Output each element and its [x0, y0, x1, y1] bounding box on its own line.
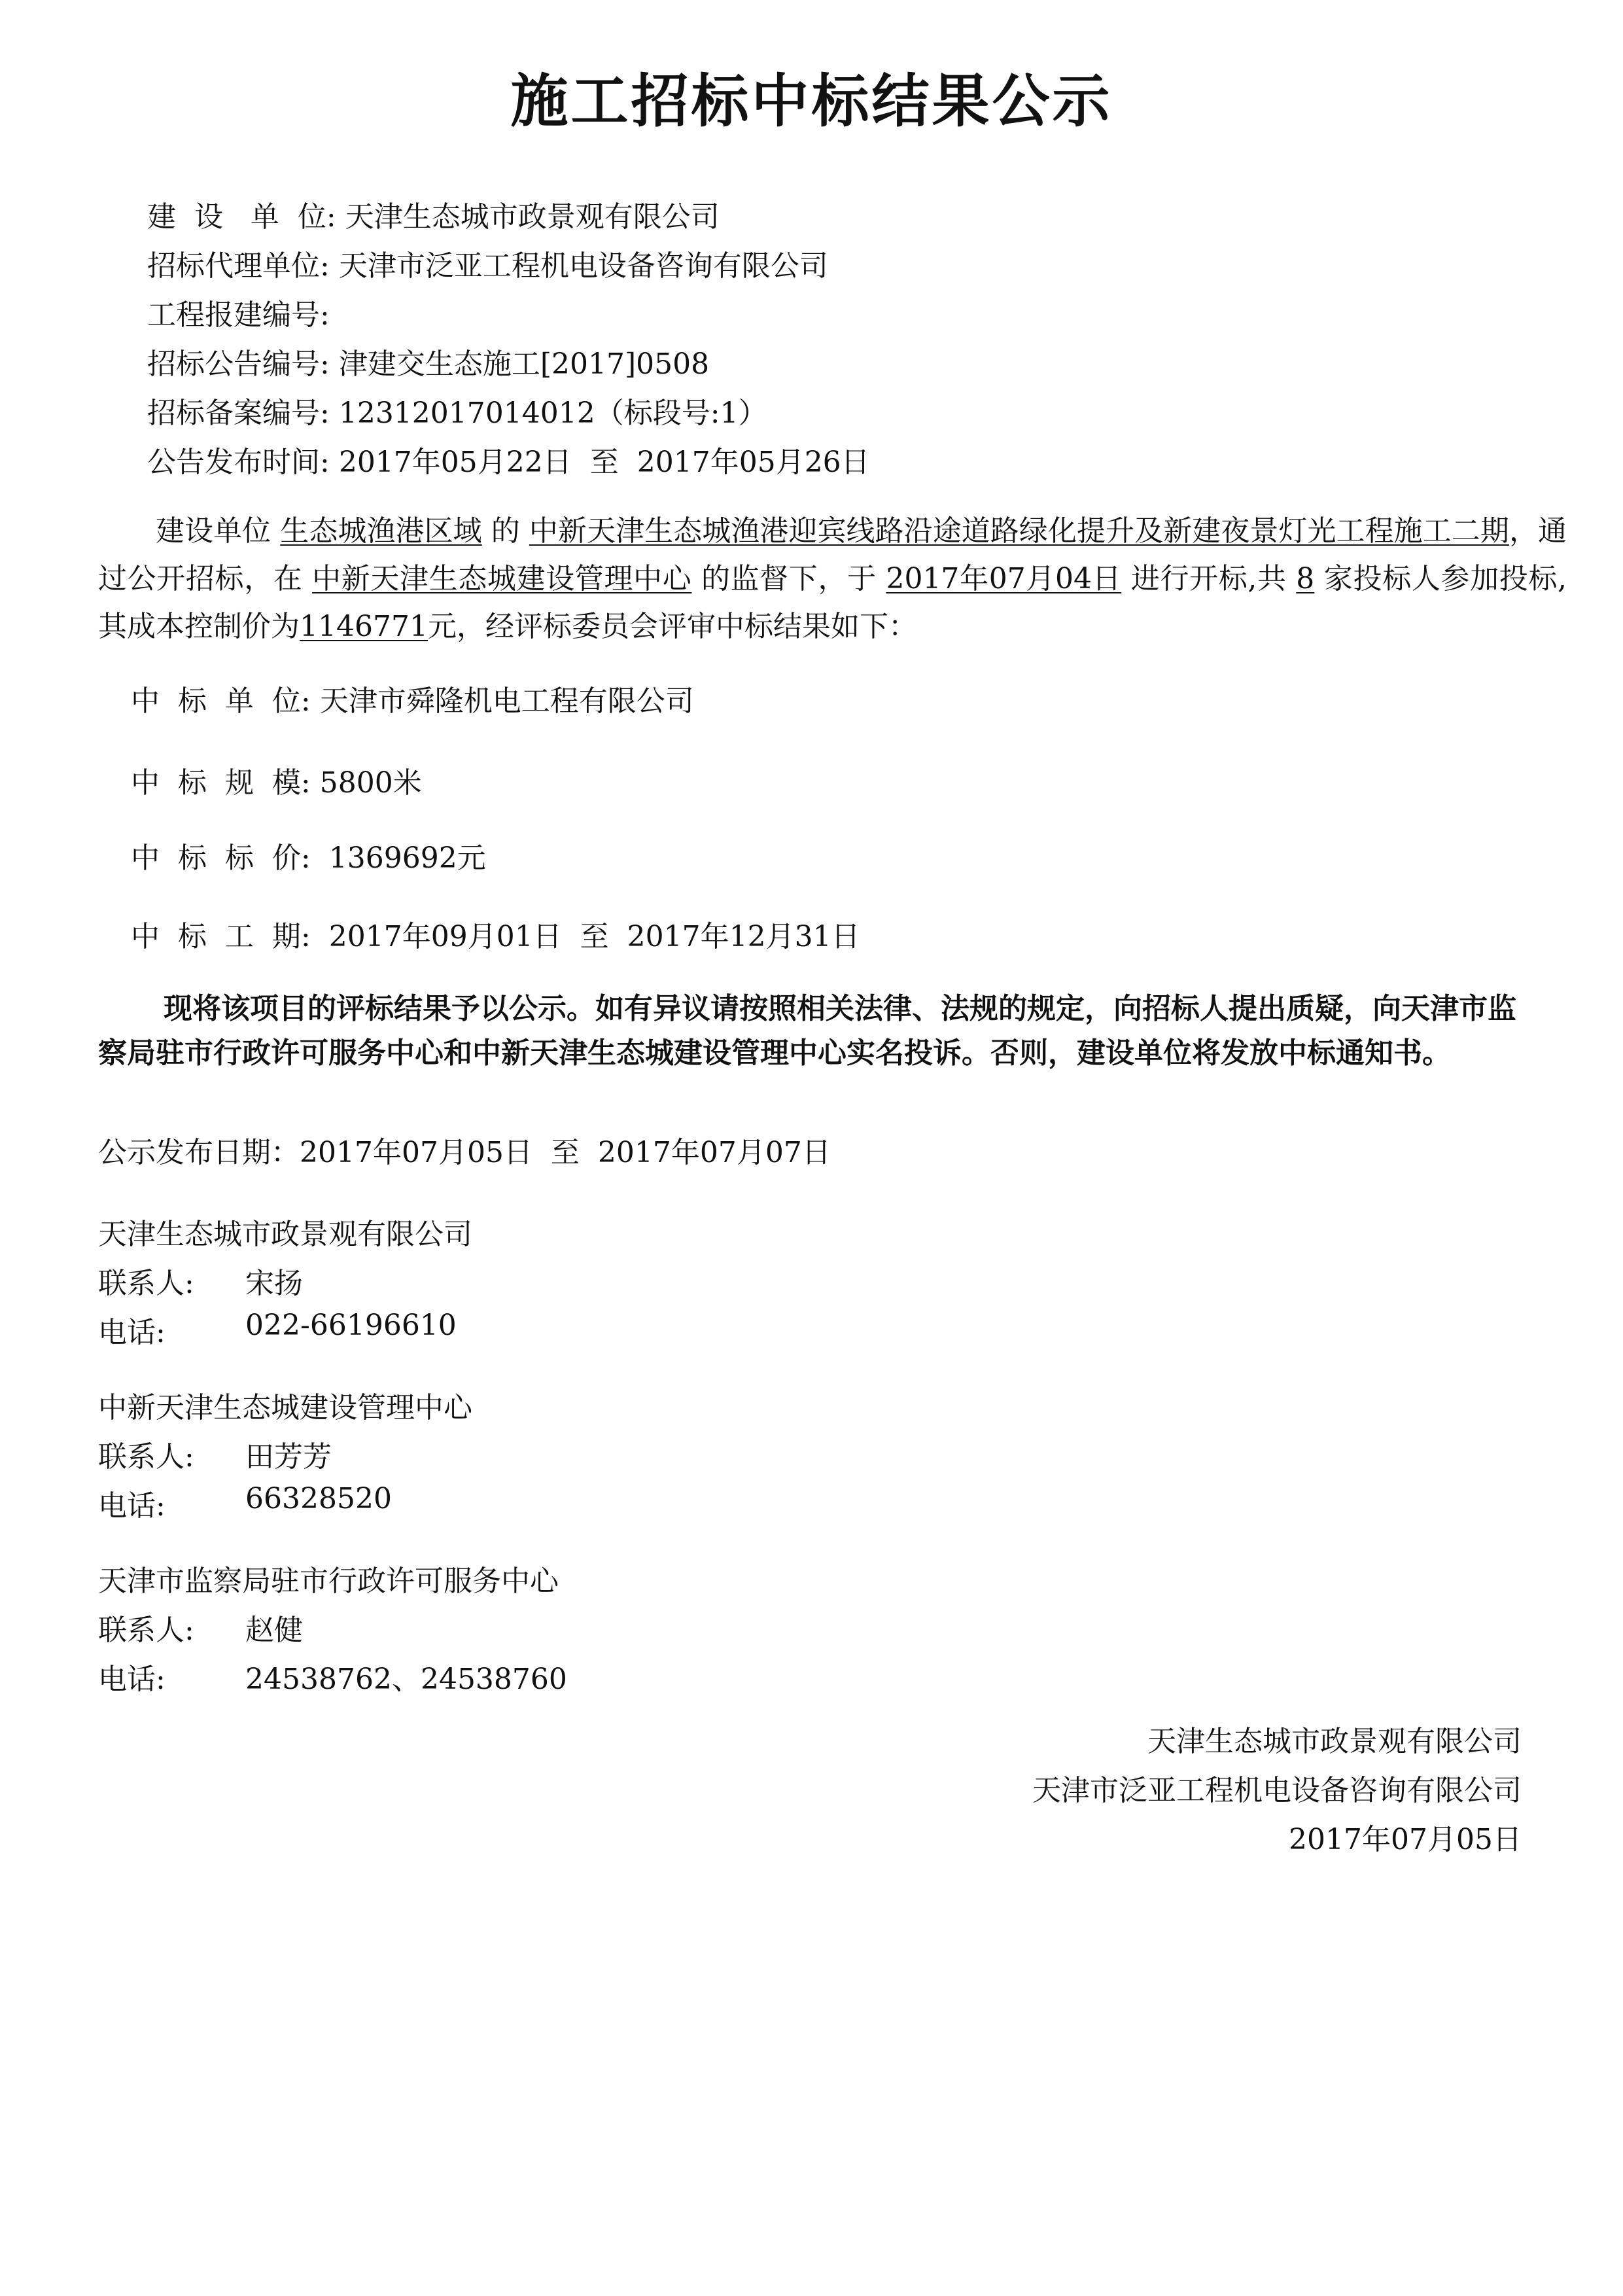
contact-phone-line-1: [98, 1309, 457, 1351]
objection-notice: 现将该项目的评标结果予以公示。如有异议请按照相关法律、法规的规定，向招标人提出质疑，向天津市监察局驻市行政许可服务中心和中新天津生态城建设管理中心实名投诉。否则，建设单位将发放中标通知书。: [98, 992, 1516, 1070]
notice-no-line: [147, 340, 709, 382]
contact-phone-label: 电话:: [98, 1316, 166, 1349]
publish-time-line: [147, 438, 870, 480]
contact-person-label: 联系人:: [98, 1614, 194, 1647]
agent-line: [147, 242, 828, 284]
signature-org-2: 天津市泛亚工程机电设备咨询有限公司: [1032, 1774, 1522, 1807]
intro-open-date: 2017年07月04日: [886, 562, 1122, 595]
contact-phone-value: 022-66196610: [245, 1309, 457, 1342]
price-value: 1369692元: [319, 841, 486, 875]
project-no-line: [147, 291, 330, 333]
builder-value: 天津生态城市政景观有限公司: [345, 200, 720, 234]
contact-person-line-1: [98, 1260, 303, 1301]
intro-text-1: 建设单位: [156, 514, 281, 548]
intro-supervisor: 中新天津生态城建设管理中心: [312, 562, 692, 595]
publish-time-value: 2017年05月22日 至 2017年05月26日: [338, 446, 870, 479]
record-no-label: 招标备案编号:: [147, 397, 330, 430]
publicity-date: 公示发布日期：2017年07月05日 至 2017年07月07日: [98, 1136, 831, 1169]
contact-phone-line-3: [98, 1655, 567, 1697]
contact-person-value: 田芳芳: [245, 1440, 332, 1474]
contact-phone-line-2: [98, 1482, 392, 1524]
contact-org-3: 天津市监察局驻市行政许可服务中心: [98, 1564, 559, 1598]
winner-line: [131, 677, 694, 719]
scale-value: 5800米: [319, 766, 422, 800]
intro-text-2: 的: [481, 514, 529, 548]
record-no-value: 12312017014012（标段号:1）: [338, 397, 767, 430]
intro-text-6: 家投标人参加投标,其成本控制价为: [98, 562, 1567, 643]
project-no-label: 工程报建编号:: [147, 298, 330, 332]
winner-value: 天津市舜隆机电工程有限公司: [319, 684, 694, 718]
period-value: 2017年09月01日 至 2017年12月31日: [319, 920, 860, 953]
builder-line: [147, 193, 720, 235]
intro-cost: 1146771: [300, 610, 428, 643]
intro-text-4: 的监督下，于: [691, 562, 886, 595]
signature-date: 2017年07月05日: [1289, 1823, 1522, 1856]
contact-person-value: 宋扬: [245, 1267, 303, 1300]
contact-person-value: 赵健: [245, 1614, 303, 1647]
price-line: [131, 834, 486, 876]
contact-org-1: 天津生态城市政景观有限公司: [98, 1218, 472, 1251]
agent-value: 天津市泛亚工程机电设备咨询有限公司: [338, 249, 828, 283]
contact-person-line-2: [98, 1433, 332, 1475]
contact-phone-label: 电话:: [98, 1489, 166, 1523]
intro-project: 中新天津生态城渔港迎宾线路沿途道路绿化提升及新建夜景灯光工程施工二期: [529, 514, 1509, 548]
contact-person-label: 联系人:: [98, 1267, 194, 1300]
signature-org-1: 天津生态城市政景观有限公司: [1147, 1725, 1522, 1758]
winner-label: 中 标 单 位:: [131, 684, 311, 718]
contact-org-2: 中新天津生态城建设管理中心: [98, 1391, 472, 1424]
period-label: 中 标 工 期:: [131, 920, 311, 953]
record-no-line: [147, 389, 767, 431]
intro-text-7: 元，经评标委员会评审中标结果如下：: [427, 610, 917, 643]
contact-person-label: 联系人:: [98, 1440, 194, 1474]
notice-no-label: 招标公告编号:: [147, 347, 330, 381]
price-label: 中 标 标 价:: [131, 841, 311, 875]
intro-text-5: 进行开标,共: [1121, 562, 1297, 595]
builder-label: 建 设 单 位:: [147, 200, 336, 234]
contact-person-line-3: [98, 1606, 303, 1648]
page-title: 施工招标中标结果公示: [510, 67, 1113, 135]
agent-label: 招标代理单位:: [147, 249, 330, 283]
scale-line: [131, 759, 422, 801]
intro-area: 生态城渔港区域: [280, 514, 482, 548]
period-line: [131, 913, 860, 955]
intro-paragraph: [98, 507, 1567, 650]
contact-phone-label: 电话:: [98, 1663, 166, 1696]
notice-no-value: 津建交生态施工[2017]0508: [338, 347, 710, 381]
intro-text-3: ，通过公开招标，在: [98, 514, 1567, 595]
contact-phone-value: 66328520: [245, 1482, 392, 1515]
contact-phone-value: 24538762、24538760: [245, 1663, 567, 1696]
intro-bidders: 8: [1296, 562, 1315, 595]
publish-time-label: 公告发布时间:: [147, 446, 330, 479]
scale-label: 中 标 规 模:: [131, 766, 311, 800]
